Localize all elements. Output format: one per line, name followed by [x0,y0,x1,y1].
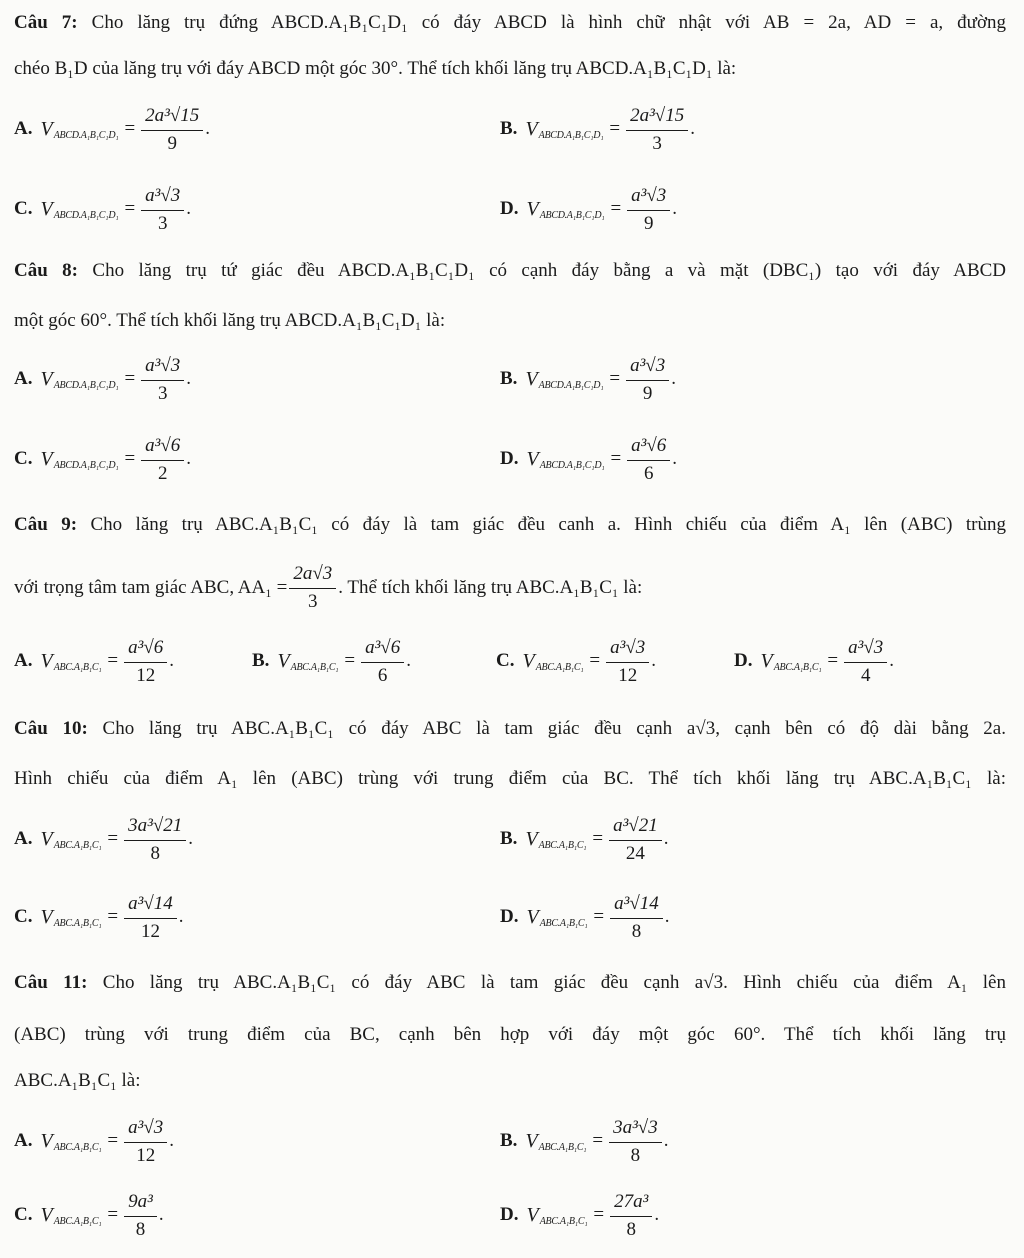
fraction-denominator: 9 [642,382,653,404]
volume-symbol [40,198,118,221]
equals-sign: = [589,650,601,671]
equals-sign: = [124,368,136,389]
option-letter: D. [500,906,519,927]
volume-letter: V [40,905,53,928]
volume-symbol [40,1204,101,1227]
fraction-denominator: 6 [377,664,388,686]
answer-fraction [626,354,669,405]
option-letter: A. [14,650,33,671]
q8-option-d[interactable] [500,430,677,488]
q10-option-b[interactable] [500,810,668,868]
period: . [406,650,411,671]
fraction-numerator: 3a³√21 [124,814,186,841]
equals-sign: = [107,1130,119,1151]
q9-option-b[interactable] [252,632,411,690]
period: . [186,198,192,219]
fraction-denominator: 12 [618,664,638,686]
fraction-denominator: 12 [136,664,156,686]
period: . [663,828,669,849]
answer-fraction [124,1190,157,1241]
volume-symbol [40,828,101,851]
volume-subscript: ABCD.A₁B₁C₁D₁ [53,459,119,471]
q10-option-a[interactable] [14,810,193,868]
fraction-numerator: a³√3 [141,354,184,381]
q7-option-c[interactable] [14,180,191,238]
volume-symbol [277,650,338,673]
q11-text-1: Cho lăng trụ ABC.A₁B₁C₁ có đáy ABC là tam giác đều cạnh a√3. Hình chiếu của điểm A₁ lên [102,972,1006,993]
fraction-numerator: a³√3 [627,184,670,211]
volume-letter: V [522,649,535,672]
fraction-denominator: 3 [652,132,662,154]
q9-aa1-numerator: 2a√3 [289,562,336,589]
volume-symbol [40,448,118,471]
equals-sign: = [593,906,605,927]
volume-subscript: ABCD.A₁B₁C₁D₁ [53,209,119,221]
volume-letter: V [525,827,538,850]
option-letter: D. [734,650,753,671]
fraction-numerator: a³√6 [627,434,670,461]
option-letter: A. [14,118,33,139]
option-letter: C. [14,906,33,927]
q9-line-2 [14,562,1006,613]
fraction-numerator: a³√6 [361,636,404,663]
volume-symbol [760,650,821,673]
option-letter: C. [14,1204,33,1225]
q10-line-1 [14,716,1006,742]
q7-label: Câu 7: [14,12,78,33]
equals-sign: = [107,828,119,849]
q10-label: Câu 10: [14,718,88,739]
fraction-denominator: 8 [150,842,160,864]
volume-subscript: ABC.A₁B₁C₁ [53,839,102,851]
q11-option-a[interactable] [14,1112,174,1170]
fraction-numerator: a³√3 [124,1116,167,1143]
answer-fraction [361,636,404,687]
equals-sign: = [827,650,839,671]
q8-option-c[interactable] [14,430,191,488]
volume-letter: V [40,367,53,390]
equals-sign: = [124,198,136,219]
volume-subscript: ABC.A₁B₁C₁ [53,917,102,929]
equals-sign: = [610,448,622,469]
answer-fraction [627,184,670,235]
volume-symbol [525,368,603,391]
q11-option-d[interactable] [500,1186,659,1244]
volume-symbol [40,650,101,673]
volume-subscript: ABCD.A₁B₁C₁D₁ [539,459,605,471]
q10-option-d[interactable] [500,888,670,946]
fraction-denominator: 12 [136,1144,156,1166]
fraction-denominator: 9 [167,132,177,154]
period: . [654,1204,660,1225]
volume-letter: V [525,1129,538,1152]
option-letter: B. [500,118,518,139]
fraction-denominator: 6 [643,462,654,484]
volume-subscript: ABC.A₁B₁C₁ [538,839,587,851]
fraction-numerator: a³√3 [606,636,649,663]
answer-fraction [610,892,663,943]
option-letter: C. [14,448,33,469]
volume-symbol [522,650,583,673]
volume-subscript: ABC.A₁B₁C₁ [290,661,339,673]
equals-sign: = [344,650,356,671]
fraction-numerator: 3a³√3 [609,1116,662,1143]
q9-option-a[interactable] [14,632,174,690]
fraction-numerator: a³√21 [609,814,662,841]
volume-subscript: ABC.A₁B₁C₁ [538,1141,587,1153]
volume-letter: V [40,117,53,140]
fraction-denominator: 12 [140,920,160,942]
period: . [188,828,194,849]
volume-subscript: ABCD.A₁B₁C₁D₁ [538,379,604,391]
volume-subscript: ABC.A₁B₁C₁ [53,1215,102,1227]
volume-symbol [526,198,604,221]
option-letter: C. [496,650,515,671]
volume-letter: V [526,197,539,220]
volume-subscript: ABCD.A₁B₁C₁D₁ [539,209,605,221]
volume-letter: V [526,1203,539,1226]
option-letter: D. [500,198,519,219]
volume-subscript: ABC.A₁B₁C₁ [53,1141,102,1153]
volume-letter: V [526,905,539,928]
q9-option-c[interactable] [496,632,656,690]
period: . [205,118,211,139]
volume-subscript: ABCD.A₁B₁C₁D₁ [53,129,119,141]
period: . [186,448,192,469]
q9-text-2a: với trọng tâm tam giác ABC, AA₁ = [14,576,288,598]
fraction-denominator: 3 [157,382,168,404]
option-letter: A. [14,1130,33,1151]
period: . [671,368,676,389]
equals-sign: = [592,1130,604,1151]
q11-line-3: ABC.A₁B₁C₁ là: [14,1070,141,1091]
volume-letter: V [40,1129,53,1152]
volume-symbol [40,906,101,929]
answer-fraction [141,434,184,485]
q9-text-1: Cho lăng trụ ABC.A₁B₁C₁ có đáy là tam giác đều canh a. Hình chiếu của điểm A₁ lên (ABC) trùng [90,514,1007,535]
q9-label: Câu 9: [14,514,78,535]
equals-sign: = [107,906,119,927]
q10-text-1: Cho lăng trụ ABC.A₁B₁C₁ có đáy ABC là tam giác đều cạnh a√3, cạnh bên có độ dài bằng 2a. [102,718,1006,739]
volume-letter: V [40,197,53,220]
answer-fraction [610,1190,652,1241]
period: . [889,650,895,671]
q8-option-a[interactable] [14,350,191,408]
q8-text-1: Cho lăng trụ tứ giác đều ABCD.A₁B₁C₁D₁ có cạnh đáy bằng a và mặt (DBC₁) tạo với đáy ABCD [92,260,1007,281]
q9-option-d[interactable] [734,632,894,690]
volume-letter: V [277,649,290,672]
volume-letter: V [525,367,538,390]
q11-option-c[interactable] [14,1186,164,1244]
volume-letter: V [40,827,53,850]
volume-symbol [40,118,118,141]
q10-option-c[interactable] [14,888,184,946]
answer-fraction [141,104,203,155]
option-letter: A. [14,828,33,849]
volume-symbol [526,906,587,929]
option-letter: D. [500,1204,519,1225]
equals-sign: = [592,828,604,849]
period: . [158,1204,164,1225]
option-letter: D. [500,448,519,469]
period: . [169,650,175,671]
fraction-numerator: a³√14 [124,892,177,919]
option-letter: B. [500,828,518,849]
period: . [178,906,184,927]
period: . [663,1130,669,1151]
q7-line-1 [14,10,1006,36]
q8-option-b[interactable] [500,350,676,408]
fraction-denominator: 8 [631,920,642,942]
volume-letter: V [40,447,53,470]
fraction-numerator: 2a³√15 [626,104,688,131]
answer-fraction [124,892,177,943]
fraction-numerator: a³√14 [610,892,663,919]
equals-sign: = [593,1204,605,1225]
q11-option-b[interactable] [500,1112,668,1170]
fraction-numerator: a³√3 [626,354,669,381]
volume-subscript: ABC.A₁B₁C₁ [53,661,102,673]
equals-sign: = [107,1204,119,1225]
fraction-denominator: 8 [630,1144,641,1166]
q11-label: Câu 11: [14,972,88,993]
fraction-numerator: 2a³√15 [141,104,203,131]
volume-subscript: ABC.A₁B₁C₁ [539,1215,588,1227]
fraction-numerator: 9a³ [124,1190,157,1217]
q10-line-2: Hình chiếu của điểm A₁ lên (ABC) trùng với trung điểm của BC. Thể tích khối lăng trụ ABC.A₁B₁C₁ là: [14,768,1006,789]
q11-line-1 [14,970,1006,996]
answer-fraction [141,184,184,235]
volume-letter: V [40,649,53,672]
period: . [186,368,192,389]
q11-line-2: (ABC) trùng với trung điểm của BC, cạnh bên hợp với đáy một góc 60°. Thể tích khối lăng trụ [14,1024,1006,1045]
equals-sign: = [609,368,621,389]
period: . [672,198,678,219]
q9-aa1-fraction [289,562,336,613]
answer-fraction [124,1116,167,1167]
q7-option-a[interactable] [14,100,210,158]
volume-symbol [525,118,603,141]
volume-symbol [40,1130,101,1153]
volume-subscript: ABCD.A₁B₁C₁D₁ [53,379,119,391]
volume-letter: V [760,649,773,672]
volume-symbol [40,368,118,391]
q8-line-2: một góc 60°. Thể tích khối lăng trụ ABCD.A₁B₁C₁D₁ là: [14,310,446,331]
fraction-numerator: a³√6 [141,434,184,461]
volume-letter: V [526,447,539,470]
q8-line-1 [14,258,1006,284]
equals-sign: = [124,448,136,469]
fraction-denominator: 9 [643,212,654,234]
q9-aa1-denominator: 3 [308,591,318,612]
option-letter: B. [500,368,518,389]
period: . [690,118,695,139]
q7-line-2: chéo B₁D của lăng trụ với đáy ABCD một góc 30°. Thể tích khối lăng trụ ABCD.A₁B₁C₁D₁ là: [14,58,737,79]
q9-line-1 [14,512,1006,538]
fraction-denominator: 4 [860,664,871,686]
answer-fraction [627,434,670,485]
fraction-denominator: 8 [626,1218,636,1240]
option-letter: B. [252,650,270,671]
volume-subscript: ABC.A₁B₁C₁ [539,917,588,929]
fraction-numerator: a³√6 [124,636,167,663]
fraction-numerator: a³√3 [141,184,184,211]
volume-symbol [526,1204,587,1227]
answer-fraction [606,636,649,687]
q7-text-1: Cho lăng trụ đứng ABCD.A₁B₁C₁D₁ có đáy ABCD là hình chữ nhật với AB = 2a, AD = a, đường [91,12,1007,33]
equals-sign: = [610,198,622,219]
answer-fraction [609,1116,662,1167]
answer-fraction [124,814,186,865]
fraction-denominator: 8 [135,1218,146,1240]
volume-symbol [525,828,586,851]
option-letter: A. [14,368,33,389]
volume-subscript: ABC.A₁B₁C₁ [535,661,584,673]
fraction-numerator: a³√3 [844,636,887,663]
fraction-denominator: 2 [157,462,168,484]
volume-symbol [526,448,604,471]
q9-text-2b: . Thể tích khối lăng trụ ABC.A₁B₁C₁ là: [338,576,643,598]
fraction-denominator: 24 [625,842,645,864]
volume-subscript: ABCD.A₁B₁C₁D₁ [538,129,604,141]
period: . [651,650,657,671]
fraction-numerator: 27a³ [610,1190,652,1217]
equals-sign: = [609,118,621,139]
volume-letter: V [40,1203,53,1226]
answer-fraction [609,814,662,865]
period: . [169,1130,175,1151]
option-letter: B. [500,1130,518,1151]
volume-subscript: ABC.A₁B₁C₁ [773,661,822,673]
period: . [664,906,670,927]
equals-sign: = [107,650,119,671]
period: . [672,448,678,469]
volume-symbol [525,1130,586,1153]
answer-fraction [141,354,184,405]
option-letter: C. [14,198,33,219]
volume-letter: V [525,117,538,140]
answer-fraction [844,636,887,687]
q7-option-d[interactable] [500,180,677,238]
answer-fraction [124,636,167,687]
answer-fraction [626,104,688,155]
q7-option-b[interactable] [500,100,695,158]
equals-sign: = [124,118,136,139]
fraction-denominator: 3 [157,212,168,234]
q8-label: Câu 8: [14,260,79,281]
